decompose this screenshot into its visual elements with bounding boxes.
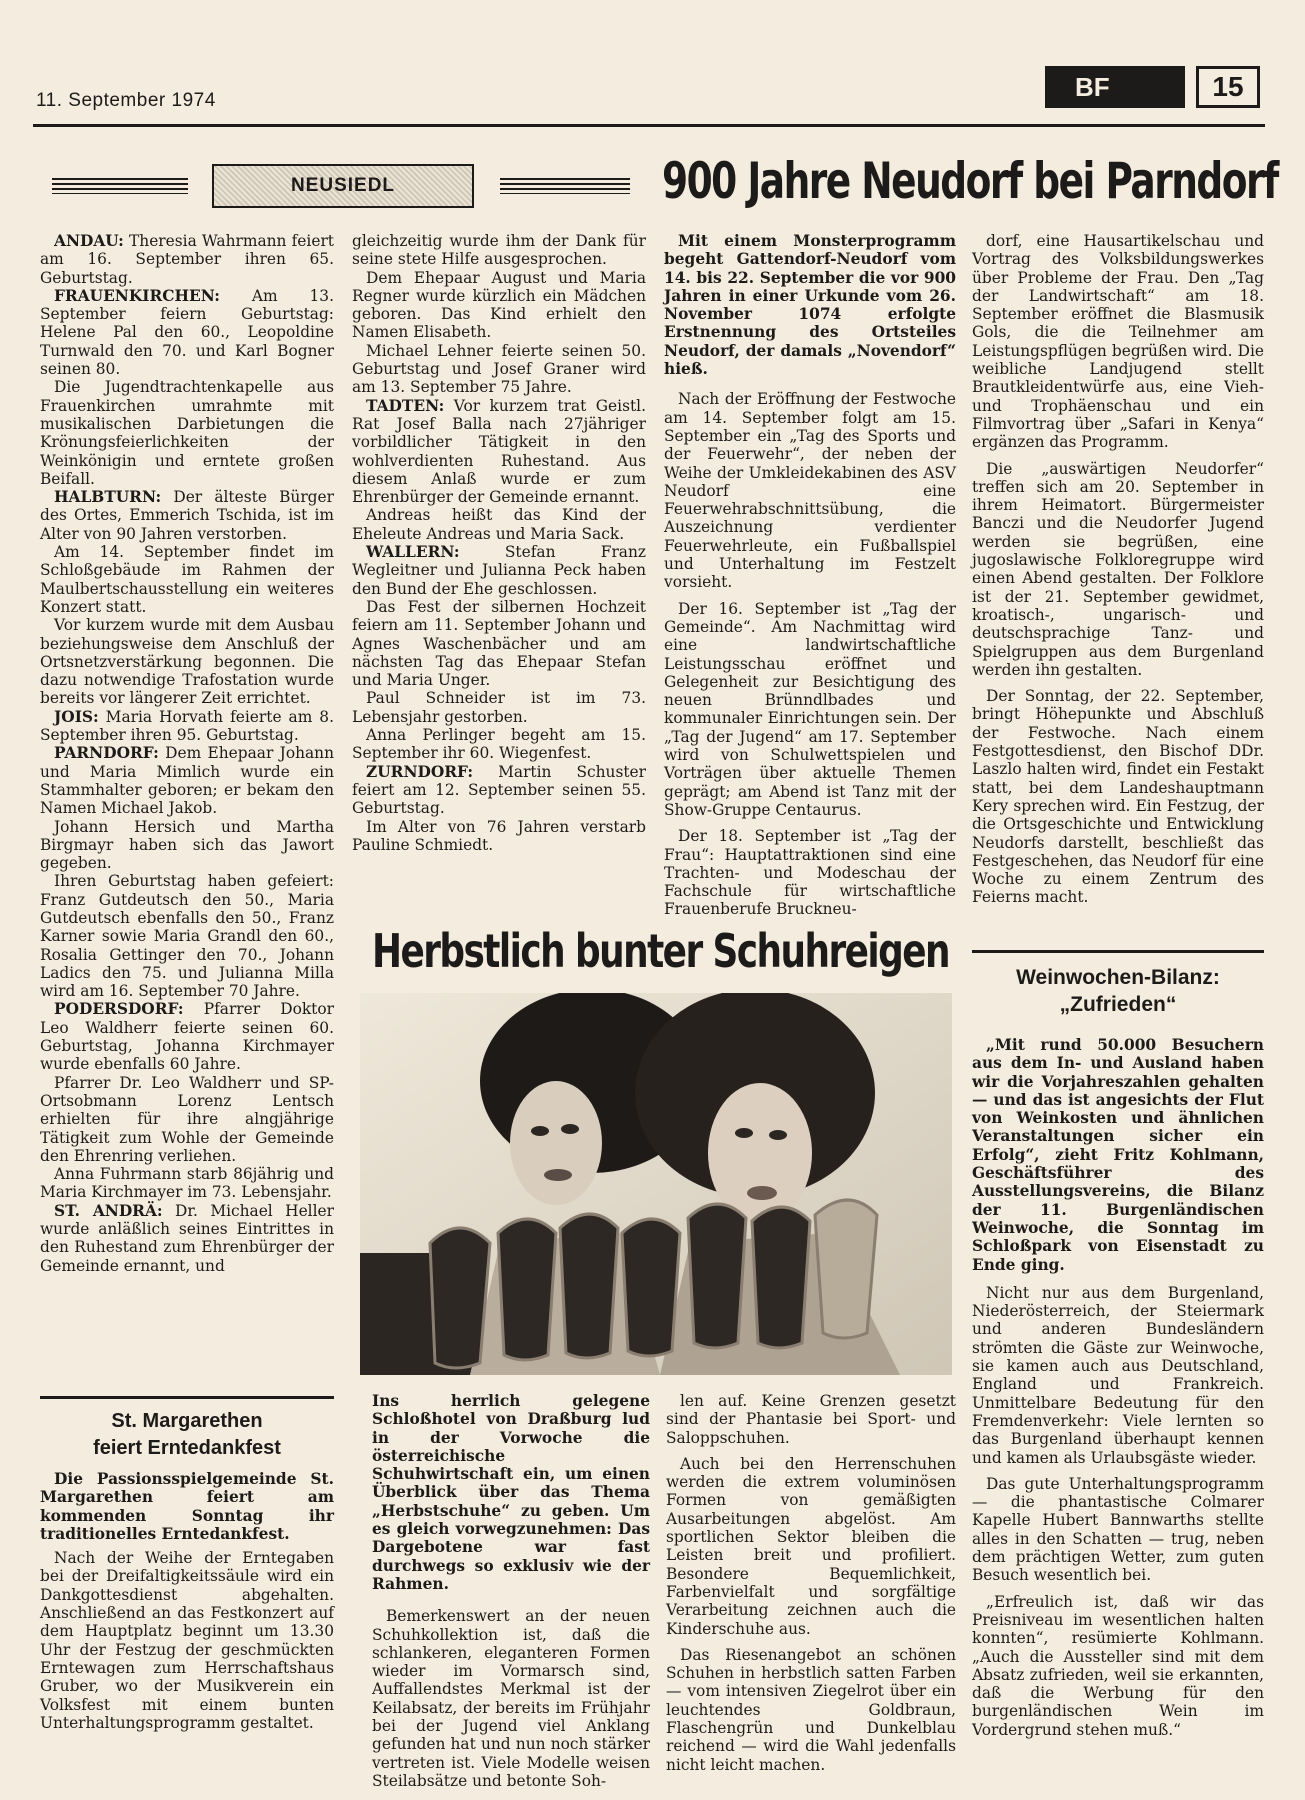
news-text: Maria Horvath feierte am 8. September ihren 95. Geburtstag. (40, 707, 334, 745)
news-item (352, 763, 646, 818)
news-text: Andreas heißt das Kind der Eheleute Andreas und Maria Sack. (352, 506, 646, 543)
news-text: Martin Schuster feiert am 12. September seinen 55. Geburtstag. (352, 762, 646, 818)
margarethen-article (40, 1470, 334, 1732)
paragraph: len auf. Keine Grenzen gesetzt sind der Phantasie bei Sport- und Saloppschuhen. (666, 1392, 956, 1447)
news-item (40, 872, 334, 1000)
headline-weinwochen-line-2: „Zufrieden“ (1059, 993, 1177, 1016)
news-text: Dem Ehepaar August und Maria Regner wurde kürzlich ein Mädchen geboren. Das Kind erhielt den Namen Elisabeth. (352, 268, 646, 342)
news-text: Die Jugendtrachtenkapelle aus Frauenkirchen umrahmte mit musikalischen Darbietungen die Krönungsfeierlichkeiten der Weinkönigin und erntete großen Beifall. (40, 378, 334, 488)
news-item (40, 378, 334, 488)
news-text: Theresia Wahrmann feiert am 16. September ihren 65. Geburtstag. (40, 232, 334, 287)
news-item (352, 342, 646, 397)
shoe-models-photo (360, 993, 952, 1375)
weinwochen-top-rule (972, 950, 1264, 953)
news-item (352, 397, 646, 507)
paragraph: Der 16. September ist „Tag der Gemeinde“. Am Nachmittag wird eine landwirtschaftliche Leistungsschau eröffnet und Gelegenheit zur Besichtigung des neuen Brünndlbades und kommunaler Einrichtungen sein. Der „Tag der Jugend“ am 17. September wird von Schulwettspielen und Vorträgen über aktuelle Themen geprägt; am Abend ist Tanz mit der Show-Gruppe Centaurus. (664, 599, 956, 819)
brand-label: BF (1045, 66, 1185, 108)
decorative-stripes-right (500, 178, 630, 194)
paragraph: Bemerkenswert an der neuen Schuhkollektion ist, daß die schlankeren, eleganteren Formen wieder im Vormarsch sind, Auffallendstes Merkmal ist der Keilabsatz, der bereits im Frühjahr bei der Jugend viel Anklang gefunden hat und nun noch stärker vertreten ist. Viele Modelle weisen Steilabsätze und betonte Soh- (372, 1607, 650, 1790)
news-text: Am 14. September findet im Schloßgebäude im Rahmen der Maulbertschausstellung ein weiteres Konzert statt. (40, 543, 334, 616)
news-item (352, 726, 646, 763)
paragraph: Der 18. September ist „Tag der Frau“: Hauptattraktionen sind eine Trachten- und Modeschau der Fachschule für wirtschaftliche Frauenberufe Bruckneu- (664, 827, 956, 919)
place-name: HALBTURN: (54, 488, 162, 507)
news-text: Paul Schneider ist im 73. Lebensjahr gestorben. (352, 689, 646, 726)
news-text: Vor kurzem wurde mit dem Ausbau beziehungsweise dem Anschluß der Ortsnetzverstärkung begonnen. Die dazu notwendige Trafostation wurde bereits vor längerer Zeit errichtet. (40, 616, 334, 708)
issue-date: 11. September 1974 (36, 90, 216, 111)
place-name: PARNDORF: (54, 744, 159, 763)
paragraph: Das Riesenangebot an schönen Schuhen in herbstlich satten Farben — vom intensiven Ziegelrot über ein leuchtendes Goldbraun, Flaschengrün und Dunkelblau reichend — wird die Wahl jedenfalls nicht leicht machen. (666, 1645, 956, 1774)
news-item (40, 708, 334, 745)
neudorf-article-col-a (664, 232, 956, 919)
paragraph: Das gute Unterhaltungsprogramm — die phantastische Colmarer Kapelle Hubert Bannwarths stellte alles in den Schatten — trug, neben dem prächtigen Wetter, zum guten Besuch wesentlich bei. (972, 1474, 1264, 1585)
news-text: Vor kurzem trat Geistl. Rat Josef Balla nach 27jähriger vorbildlicher Tätigkeit in den wohlverdienten Ruhestand. Aus diesem Anlaß wurde er zum Ehrenbürger der Gemeinde ernannt. (352, 396, 646, 507)
news-text: Am 13. September feiern Geburtstag: Helene Pal den 60., Leopoldine Turnwald den 70. und Karl Bogner seinen 80. (40, 286, 334, 379)
paragraph: Nach der Eröffnung der Festwoche am 14. September folgt am 15. September ein „Tag des Sports und der Feuerwehr“, der neben der Weihe der Umkleidekabinen des ASV Neudorf eine Feuerwehrabschnittsübung, die Auszeichnung verdienter Feuerwehrleute, ein Fußballspiel und Unterhaltung im Festzelt vorsieht. (664, 390, 956, 592)
header-rule (33, 124, 1265, 127)
news-text: gleichzeitig wurde ihm der Dank für seine stete Hilfe ausgesprochen. (352, 232, 646, 269)
place-name: WALLERN: (366, 543, 460, 562)
place-name: ANDAU: (54, 232, 124, 250)
decorative-stripes-left (52, 178, 188, 194)
news-item (352, 543, 646, 598)
local-news-column-2 (352, 232, 646, 854)
news-item (40, 616, 334, 707)
headline-margarethen-line-1: St. Margarethen (111, 1410, 263, 1432)
headline-weinwochen-line-1: Weinwochen-Bilanz: (1016, 966, 1220, 989)
margarethen-lead: Die Passionsspielgemeinde St. Margarethen feiert am kommenden Sonntag ihr traditionelles Erntedankfest. (40, 1470, 334, 1543)
paragraph: „Erfreulich ist, daß wir das Preisniveau im wesentlichen halten konnten“, resümierte Kohlmann. „Auch die Aussteller sind mit dem Absatz zufrieden, weil sie erkannten, daß die Werbung für den burgenländischen Wein im Vordergrund stehen muß.“ (972, 1592, 1264, 1739)
paragraph: dorf, eine Hausartikelschau und Vortrag des Volksbildungswerkes über Probleme der Frau. Den „Tag der Landwirtschaft“ am 18. September eröffnet die Blasmusik Gols, die die Teilnehmer am Leistungspflügen begrüßen wird. Die weibliche Landjugend stellt Brautkleidentwürfe aus, eine Vieh- und Trophäenschau und ein Filmvortrag über „Safari in Kenya“ ergänzen das Programm. (972, 232, 1264, 452)
weinwochen-article (972, 1036, 1264, 1739)
news-text: Das Fest der silbernen Hochzeit feiern am 11. September Johann und Agnes Waschenbächer und am nächsten Tag das Ehepaar Stefan und Maria Unger. (352, 597, 646, 690)
headline-schuhe: Herbstlich bunter Schuhreigen (372, 924, 949, 978)
news-item (40, 287, 334, 378)
news-item (40, 232, 334, 287)
headline-neudorf: 900 Jahre Neudorf bei Parndorf (662, 152, 1278, 210)
news-item (352, 818, 646, 855)
news-text: Dem Ehepaar Johann und Maria Mimlich wurde ein Stammhalter geboren; er bekam den Namen Michael Jakob. (40, 744, 334, 818)
headline-margarethen (40, 1408, 334, 1462)
news-text: Ihren Geburtstag haben gefeiert: Franz Gutdeutsch den 50., Maria Gutdeutsch ebenfalls den 50., Franz Karner sowie Maria Grandl den 60., Rosalia Gettinger den 70., Johann Ladics den 75. und Julianna Milla wird am 16. September 70 Jahre. (40, 872, 334, 1001)
news-text: Im Alter von 76 Jahren verstarb Pauline Schmiedt. (352, 817, 646, 854)
news-text: Der älteste Bürger des Ortes, Emmerich Tschida, ist im Alter von 90 Jahren verstorben. (40, 488, 334, 543)
news-text: Dr. Michael Heller wurde anläßlich seines Eintrittes in den Ruhestand zum Ehrenbürger der Gemeinde ernannt, und (40, 1201, 334, 1275)
paragraph: Auch bei den Herrenschuhen werden die extrem voluminösen Formen von gemäßigten Ausarbeitungen abgelöst. Am sportlichen Sektor bleiben die Leisten breit und profiliert. Besondere Bequemlichkeit, Farbenvielfalt und sorgfältige Verarbeitung zeichnen auch die Kinderschuhe aus. (666, 1454, 956, 1638)
neudorf-article-col-b (972, 232, 1264, 907)
news-text: Pfarrer Dr. Leo Waldherr und SP-Ortsobmann Lorenz Lentsch erhielten für ihre alngjährige Tätigkeit zum Wohle der Gemeinde den Ehrenring verliehen. (40, 1073, 334, 1165)
news-item (40, 1000, 334, 1073)
schuhe-article-col-b (666, 1392, 956, 1774)
neudorf-lead: Mit einem Monsterprogramm begeht Gattendorf-Neudorf vom 14. bis 22. September die vor 900 Jahren in einer Urkunde vom 26. November 1074 erfolgte Erstnennung des Ortsteiles Neudorf, der damals „Novendorf“ hieß. (664, 232, 956, 379)
news-text: Anna Perlinger begeht am 15. September ihr 60. Wiegenfest. (352, 726, 646, 763)
page-number: 15 (1196, 66, 1260, 108)
news-item (40, 543, 334, 616)
news-item (352, 232, 646, 269)
headline-margarethen-line-2: feiert Erntedankfest (93, 1437, 281, 1459)
news-item (40, 1074, 334, 1165)
news-item (40, 1202, 334, 1275)
news-item (40, 818, 334, 873)
place-name: JOIS: (54, 707, 99, 726)
news-item (352, 269, 646, 342)
headline-weinwochen (972, 964, 1264, 1018)
news-item (40, 488, 334, 543)
news-text: Pfarrer Doktor Leo Waldherr feierte seinen 60. Geburtstag, Johanna Kirchmayer wurde ebenfalls 60 Jahre. (40, 1000, 334, 1074)
local-news-column-1 (40, 232, 334, 1275)
paragraph: Der Sonntag, der 22. September, bringt Höhepunkte und Abschluß der Festwoche. Nach einem Festgottesdienst, den Bischof DDr. Laszlo halten wird, findet ein Festakt statt, bei dem Landeshauptmann Kery sprechen wird. Ein Festzug, der die Ortsgeschichte und Entwicklung Neudorfs darstellt, beschließt das Festgeschehen, das Neudorf für eine Woche zu einem Zentrum des Feierns macht. (972, 687, 1264, 907)
section-label: NEUSIEDL (212, 164, 474, 208)
news-text: Stefan Franz Wegleitner und Julianna Peck haben den Bund der Ehe geschlossen. (352, 543, 646, 598)
news-item (352, 506, 646, 543)
place-name: ST. ANDRÄ: (54, 1201, 163, 1220)
schuhe-lead: Ins herrlich gelegene Schloßhotel von Draßburg lud in der Vorwoche die österreichische Schuhwirtschaft ein, um einen Überblick über das Thema „Herbstschuhe“ zu geben. Um es gleich vorwegzunehmen: Das Dargebotene war fast durchwegs so exklusiv wie der Rahmen. (372, 1392, 650, 1593)
news-item (352, 598, 646, 689)
photo-image (360, 993, 952, 1375)
weinwochen-lead: „Mit rund 50.000 Besuchern aus dem In- und Ausland haben wir die Vorjahreszahlen gehalten — und das ist angesichts der Flut von Weinkosten und ähnlichen Veranstaltungen sicher ein Erfolg“, zieht Fritz Kohlmann, Geschäftsführer des Ausstellungsvereins, die Bilanz der 11. Burgenländischen Weinwoche, die Sonntag im Schloßpark von Eisenstadt zu Ende ging. (972, 1036, 1264, 1274)
news-text: Anna Fuhrmann starb 86jährig und Maria Kirchmayer im 73. Lebensjahr. (40, 1165, 334, 1202)
news-text: Johann Hersich und Martha Birgmayr haben sich das Jawort gegeben. (40, 817, 334, 873)
place-name: PODERSDORF: (54, 1000, 184, 1019)
news-item (40, 744, 334, 817)
schuhe-article-col-a (372, 1392, 650, 1790)
place-name: ZURNDORF: (366, 762, 474, 781)
paragraph: Nicht nur aus dem Burgenland, Niederösterreich, der Steiermark und anderen Bundesländern strömten die Gäste zur Weinwoche, sie kamen auch aus Deutschland, England und Frankreich. Unmittelbare Bedeutung für den Fremdenverkehr: Viele lernten so das Burgenland überhaupt kennen und kamen als Urlaubsgäste wieder. (972, 1283, 1264, 1467)
place-name: TADTEN: (366, 396, 445, 415)
news-item (40, 1165, 334, 1202)
news-text: Michael Lehner feierte seinen 50. Geburtstag und Josef Graner wird am 13. September 75 Jahre. (352, 341, 646, 397)
paragraph: Die „auswärtigen Neudorfer“ treffen sich am 20. September in ihrem Heimatort. Bürgermeister Banczi und die Neudorfer Jugend werden sie begrüßen, eine jugoslawische Folkloregruppe wird einen Abend gestalten. Der Folklore ist der 21. September gewidmet, kroatisch-, ungarisch- und deutschsprachige Tanz- und Spielgruppen aus dem Burgenland werden ihn gestalten. (972, 459, 1264, 679)
margarethen-top-rule (40, 1396, 334, 1399)
news-item (352, 689, 646, 726)
place-name: FRAUENKIRCHEN: (54, 286, 220, 305)
paragraph: Nach der Weihe der Erntegaben bei der Dreifaltigkeitssäule wird ein Dankgottesdienst abgehalten. Anschließend an das Festkonzert auf dem Hauptplatz beginnt um 13.30 Uhr der Festzug der geschmückten Erntewagen zum Herrschaftshaus Gruber, wo der Musikverein ein Volksfest mit einem bunten Unterhaltungsprogramm gestaltet. (40, 1549, 334, 1732)
